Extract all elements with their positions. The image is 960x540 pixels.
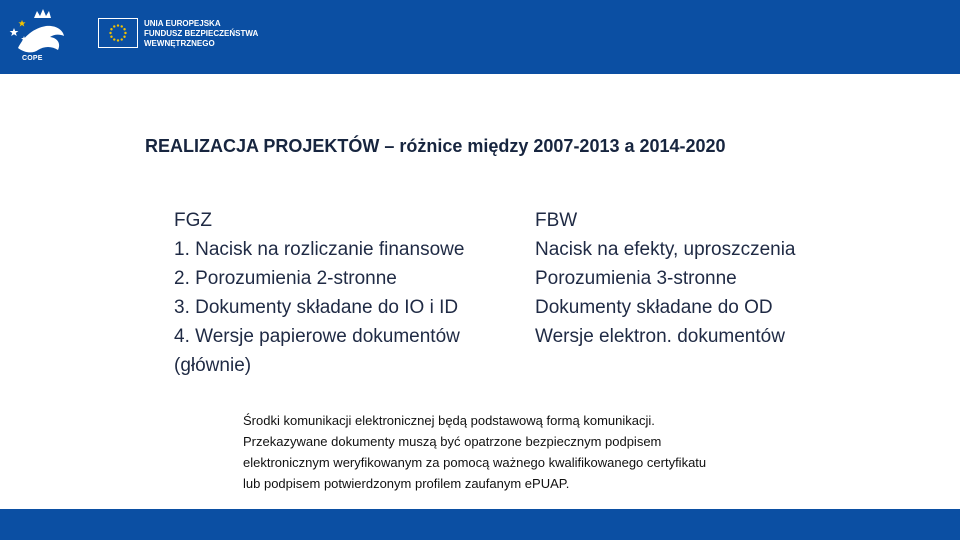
eu-line-1: UNIA EUROPEJSKA: [144, 19, 221, 28]
electronic-communication-note: [243, 410, 853, 494]
fgz-line-heading: FGZ: [174, 210, 212, 231]
eu-line-2: FUNDUSZ BEZPIECZEŃSTWA: [144, 29, 259, 38]
note-line-4: lub podpisem potwierdzonym profilem zaufanym ePUAP.: [243, 476, 570, 491]
note-line-1: Środki komunikacji elektronicznej będą podstawową formą komunikacji.: [243, 413, 655, 428]
fgz-line-1: 1. Nacisk na rozliczanie finansowe: [174, 239, 465, 260]
fbw-line-2: Porozumienia 3-stronne: [535, 268, 737, 289]
fgz-line-4: 4. Wersje papierowe dokumentów: [174, 326, 460, 347]
page-title: REALIZACJA PROJEKTÓW – różnice między 2007-2013 a 2014-2020: [145, 136, 726, 156]
fgz-line-5: (głównie): [174, 355, 252, 376]
eu-line-3: WEWNĘTRZNEGO: [144, 39, 215, 48]
fgz-line-2: 2. Porozumienia 2-stronne: [174, 268, 397, 289]
footer-band: [0, 509, 960, 540]
cope-logo-text: COPE: [22, 55, 43, 62]
fbw-line-1: Nacisk na efekty, uproszczenia: [535, 239, 796, 260]
note-line-3: elektronicznym weryfikowanym za pomocą ważnego kwalifikowanego certyfikatu: [243, 455, 707, 470]
note-line-2: Przekazywane dokumenty muszą być opatrzone bezpiecznym podpisem: [243, 434, 662, 449]
fbw-line-4: Wersje elektron. dokumentów: [535, 326, 785, 347]
fbw-column: [535, 206, 855, 351]
fgz-line-3: 3. Dokumenty składane do IO i ID: [174, 297, 459, 318]
eu-fund-text: [144, 19, 264, 49]
fbw-line-heading: FBW: [535, 210, 578, 231]
eu-flag-icon: [98, 18, 138, 48]
fbw-line-3: Dokumenty składane do OD: [535, 297, 773, 318]
header-band: [0, 0, 960, 74]
fgz-column: [174, 206, 529, 380]
eu-fund-logo: [98, 18, 258, 50]
